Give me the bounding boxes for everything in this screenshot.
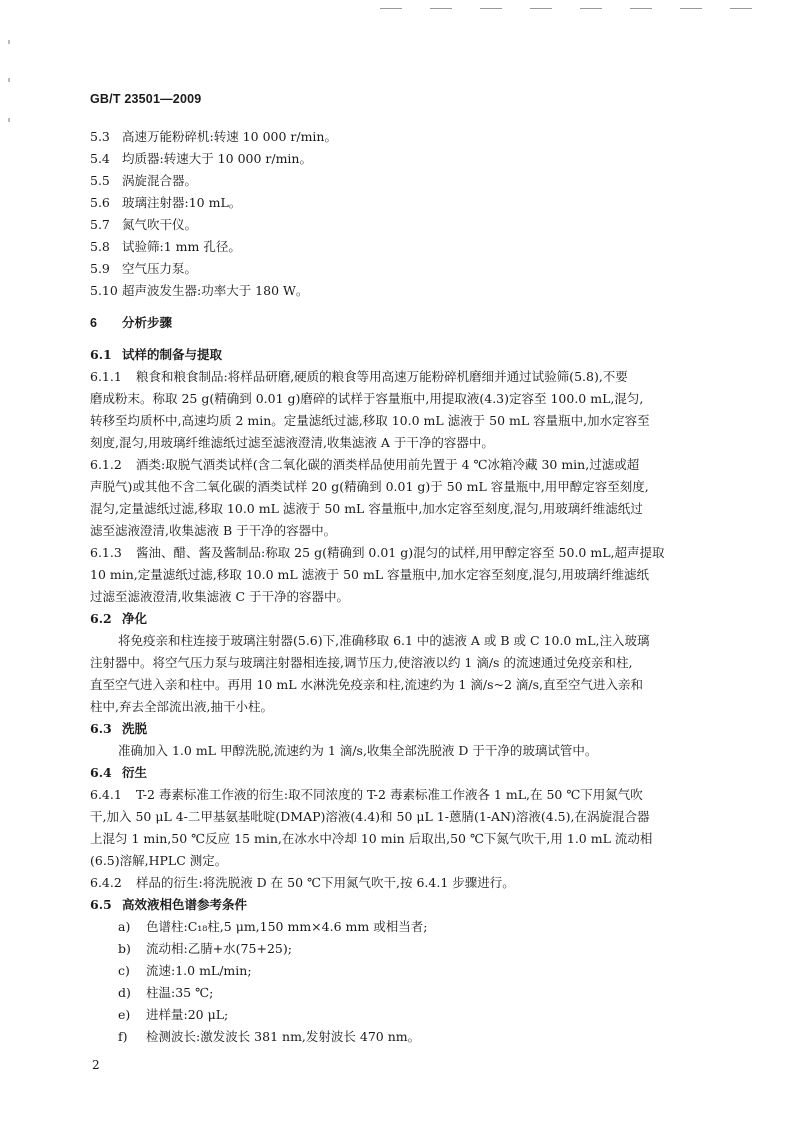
list-item: 5.3 高速万能粉碎机:转速 10 000 r/min。 [90, 129, 337, 144]
paragraph-line: 6.1.2 酒类:取脱气酒类试样(含二氧化碳的酒类样品使用前先置于 4 ℃冰箱冷藏 30 min,过滤或超 [90, 457, 640, 472]
paragraph-line: 6.4.2 样品的衍生:将洗脱液 D 在 50 ℃下用氮气吹干,按 6.4.1 步骤进行。 [90, 875, 515, 890]
paragraph-line: 准确加入 1.0 mL 甲醇洗脱,流速约为 1 滴/s,收集全部洗脱液 D 于干净的玻璃试管中。 [118, 743, 598, 758]
paragraph-line: 直至空气进入亲和柱中。再用 10 mL 水淋洗免疫亲和柱,流速约为 1 滴/s~2 滴/s,直至空气进入亲和 [90, 677, 643, 692]
list-item: 5.9 空气压力泵。 [90, 261, 198, 276]
subsection-heading: 6.4 衍生 [90, 765, 148, 780]
paragraph-line: 柱中,弃去全部流出液,抽干小柱。 [90, 699, 273, 714]
binding-mark [8, 78, 10, 82]
paragraph-line: 6.1.3 酱油、醋、酱及酱制品:称取 25 g(精确到 0.01 g)混匀的试样,用甲醇定容至 50.0 mL,超声提取 [90, 545, 665, 560]
list-item: 5.5 涡旋混合器。 [90, 173, 198, 188]
binding-mark [8, 40, 10, 44]
list-item: 5.7 氮气吹干仪。 [90, 217, 198, 232]
binding-mark [8, 118, 10, 122]
list-item: e) 进样量:20 μL; [118, 1007, 229, 1022]
paragraph-line: 磨成粉末。称取 25 g(精确到 0.01 g)磨碎的试样于容量瓶中,用提取液(4.3)定容至 100.0 mL,混匀, [90, 391, 644, 406]
list-item: 5.6 玻璃注射器:10 mL。 [90, 195, 242, 210]
page-number: 2 [92, 1058, 100, 1072]
list-item: b) 流动相:乙腈+水(75+25); [118, 941, 292, 956]
subsection-heading: 6.1 试样的制备与提取 [90, 347, 223, 362]
list-item: 5.10 超声波发生器:功率大于 180 W。 [90, 283, 309, 298]
list-item: d) 柱温:35 ℃; [118, 985, 214, 1000]
paragraph-line: 滤至滤液澄清,收集滤液 B 于干净的容器中。 [90, 523, 337, 538]
paragraph-line: 转移至均质杯中,高速均质 2 min。定量滤纸过滤,移取 10.0 mL 滤液于 50 mL 容量瓶中,加水定容至 [90, 413, 650, 428]
paragraph-line: 过滤至滤液澄清,收集滤液 C 于干净的容器中。 [90, 589, 349, 604]
list-item: 5.4 均质器:转速大于 10 000 r/min。 [90, 151, 312, 166]
subsection-heading: 6.5 高效液相色谱参考条件 [90, 897, 248, 912]
paragraph-line: 10 min,定量滤纸过滤,移取 10.0 mL 滤液于 50 mL 容量瓶中,加水定容至刻度,混匀,用玻璃纤维滤纸 [90, 567, 650, 582]
list-item: f) 检测波长:激发波长 381 nm,发射波长 470 nm。 [118, 1029, 421, 1044]
paragraph-line: 干,加入 50 μL 4-二甲基氨基吡啶(DMAP)溶液(4.4)和 50 μL 1-蒽腈(1-AN)溶液(4.5),在涡旋混合器 [90, 809, 650, 824]
section-heading: 6 分析步骤 [90, 316, 173, 330]
top-edge-dashes [300, 0, 793, 14]
paragraph-line: 刻度,混匀,用玻璃纤维滤纸过滤至滤液澄清,收集滤液 A 于干净的容器中。 [90, 435, 494, 450]
paragraph-line: 混匀,定量滤纸过滤,移取 10.0 mL 滤液于 50 mL 容量瓶中,加水定容至刻度,混匀,用玻璃纤维滤纸过 [90, 501, 643, 516]
paragraph-line: (6.5)溶解,HPLC 测定。 [90, 853, 228, 868]
standard-number: GB/T 23501—2009 [90, 92, 202, 106]
list-item: c) 流速:1.0 mL/min; [118, 963, 252, 978]
paragraph-line: 上混匀 1 min,50 ℃反应 15 min,在冰水中冷却 10 min 后取出,50 ℃下氮气吹干,用 1.0 mL 流动相 [90, 831, 653, 846]
subsection-heading: 6.3 洗脱 [90, 721, 148, 736]
list-item: 5.8 试验筛:1 mm 孔径。 [90, 239, 241, 254]
list-item: a) 色谱柱:C₁₈柱,5 μm,150 mm×4.6 mm 或相当者; [118, 919, 428, 934]
paragraph-line: 6.4.1 T-2 毒素标准工作液的衍生:取不同浓度的 T-2 毒素标准工作液各 1 mL,在 50 ℃下用氮气吹 [90, 787, 643, 802]
paragraph-line: 将免疫亲和柱连接于玻璃注射器(5.6)下,准确移取 6.1 中的滤液 A 或 B 或 C 10.0 mL,注入玻璃 [118, 633, 650, 648]
paragraph-line: 6.1.1 粮食和粮食制品:将样品研磨,硬质的粮食等用高速万能粉碎机磨细并通过试验筛(5.8),不要 [90, 369, 628, 384]
paragraph-line: 声脱气)或其他不含二氧化碳的酒类试样 20 g(精确到 0.01 g)于 50 mL 容量瓶中,用甲醇定容至刻度, [90, 479, 649, 494]
paragraph-line: 注射器中。将空气压力泵与玻璃注射器相连接,调节压力,使溶液以约 1 滴/s 的流速通过免疫亲和柱, [90, 655, 633, 670]
subsection-heading: 6.2 净化 [90, 611, 148, 626]
